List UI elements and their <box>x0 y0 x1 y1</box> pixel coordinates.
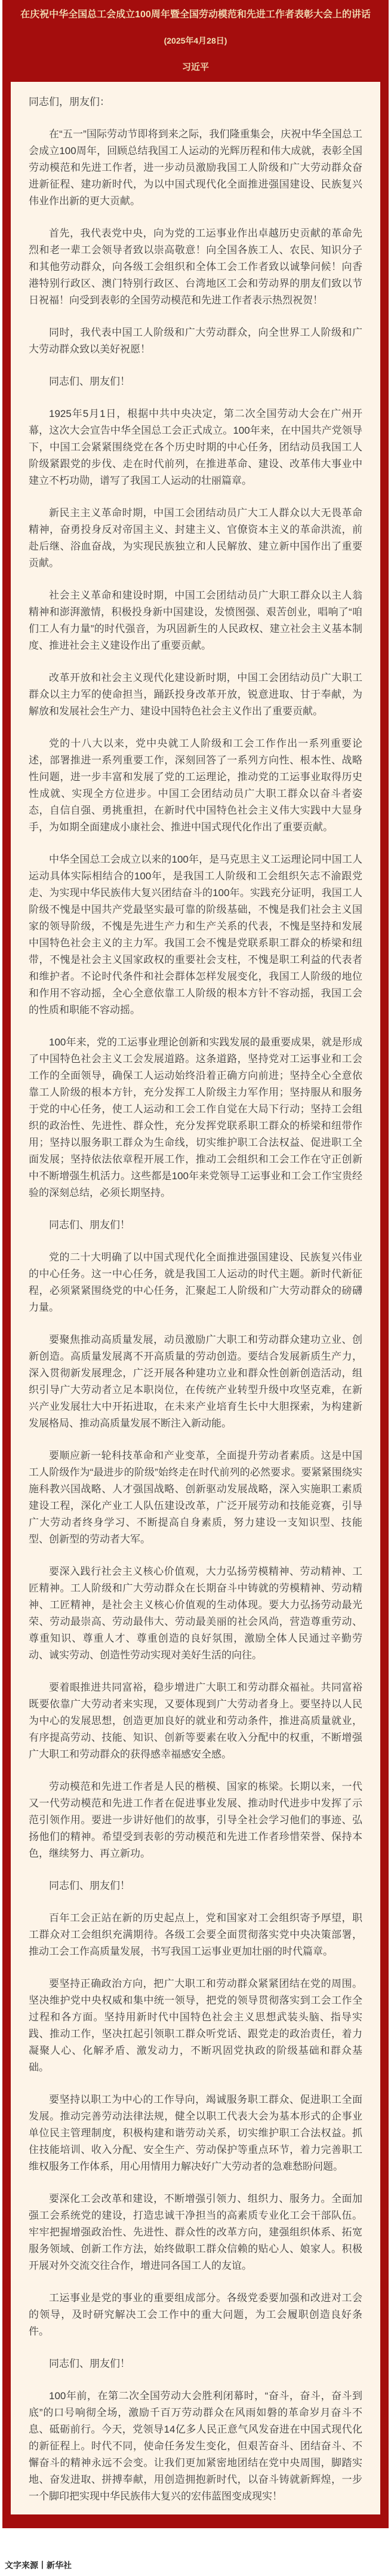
paragraph: 在“五一”国际劳动节即将到来之际，我们隆重集会，庆祝中华全国总工会成立100周年，回顾总结我国工人运动的光辉历程和伟大成就，表彰全国劳动模范和先进工作者，进一步动员激励我国工人阶级和广大劳动群众奋进新征程、建功新时代，为以中国式现代化全面推进强国建设、民族复兴伟业作出新的更大贡献。 <box>29 128 362 207</box>
paragraph: 要深化工会改革和建设，不断增强引领力、组织力、服务力。全面加强工会系统党的建设，打造忠诚干净担当的高素质专业化工会干部队伍。牢牢把握增强政治性、先进性、群众性的改革方向，建强组织体系、拓宽服务领域、创新工作方法，始终做职工群众信赖的贴心人、娘家人。积极开展对外交流交往合作，增进同各国工人的友谊。 <box>29 2193 362 2271</box>
article-card <box>2 0 389 2528</box>
paragraph: 1925年5月1日，根据中共中央决定，第二次全国劳动大会在广州开幕，这次大会宣告中华全国总工会正式成立。100年来，在中国共产党领导下，中国工会紧紧围绕党在各个历史时期的中心任务，团结动员我国工人阶级紧跟党的步伐、走在时代前列，在推进革命、建设、改革伟大事业中建立不朽功勋，谱写了我国工人运动的壮丽篇章。 <box>29 408 362 486</box>
paragraph: 同志们，朋友们： <box>29 96 110 108</box>
paragraph: 同志们、朋友们！ <box>49 1219 130 1231</box>
paragraph: 要深入践行社会主义核心价值观，大力弘扬劳模精神、劳动精神、工匠精神。工人阶级和广大劳动群众在长期奋斗中铸就的劳模精神、劳动精神、工匠精神，是社会主义核心价值观的生动体现。要大力弘扬劳动最光荣、劳动最崇高、劳动最伟大、劳动最美丽的社会风尚，营造尊重劳动、尊重知识、尊重人才、尊重创造的良好氛围，激励全体人民通过辛勤劳动、诚实劳动、创造性劳动实现对美好生活的向往。 <box>29 1566 362 1661</box>
paragraph: 要坚持以职工为中心的工作导向，竭诚服务职工群众、促进职工全面发展。推动完善劳动法律法规，健全以职工代表大会为基本形式的企事业单位民主管理制度，积极构建和谐劳动关系，切实维护职工合法权益。抓住技能培训、收入分配、安全生产、劳动保护等重点环节，着力完善职工维权服务工作体系，用心用情用力解决好广大劳动者的急难愁盼问题。 <box>29 2094 362 2172</box>
paragraph: 百年工会正站在新的历史起点上，党和国家对工会组织寄予厚望，职工群众对工会组织充满期待。各级工会要全面贯彻落实党中央决策部署，推动工会工作高质量发展，书写我国工运事业更加壮丽的时代篇章。 <box>29 1912 362 1957</box>
paragraph: 100年前，在第二次全国劳动大会胜利闭幕时，“奋斗，奋斗，奋斗到底”的口号响彻全场，激励千百万劳动群众在风雨如磐的革命岁月奋斗不息、砥砺前行。今天，党领导14亿多人民正意气风发奋进在中国式现代化的新征程上。时代不同，使命任务发生变化，但艰苦奋斗、团结奋斗、不懈奋斗的精神永远不会变。让我们更加紧密地团结在党中央周围，脚踏实地、奋发进取、拼搏奉献，用创造拥抱新时代，以奋斗铸就新辉煌，一步一个脚印把实现中华民族伟大复兴的宏伟蓝图变成现实！ <box>29 2390 362 2502</box>
paragraph: 改革开放和社会主义现代化建设新时期，中国工会团结动员广大职工群众以主力军的使命担当，踊跃投身改革开放，锐意进取、甘于奉献，为解放和发展社会生产力、建设中国特色社会主义作出了重要贡献。 <box>29 672 362 717</box>
paragraph: 要坚持正确政治方向，把广大职工和劳动群众紧紧团结在党的周围。坚决维护党中央权威和集中统一领导，把党的领导贯彻落实到工会工作全过程和各方面。坚持用新时代中国特色社会主义思想武装头脑、指导实践、推动工作，坚决扛起引领职工群众听党话、跟党走的政治责任，着力凝聚人心、化解矛盾、激发动力，不断巩固党执政的阶级基础和群众基础。 <box>29 1978 362 2073</box>
paragraph: 工运事业是党的事业的重要组成部分。各级党委要加强和改进对工会的领导，及时研究解决工会工作中的重大问题，为工会履职创造良好条件。 <box>29 2292 362 2337</box>
paragraph: 同志们、朋友们！ <box>49 2358 130 2369</box>
paragraph: 党的十八大以来，党中央就工人阶级和工会工作作出一系列重要论述，部署推进一系列重要工作，深刻回答了一系列方向性、根本性、战略性问题，进一步丰富和发展了党的工运理论，推动党的工运事业取得历史性成就、实现全方位进步。中国工会团结动员广大职工群众以奋斗者姿态，自信自强、勇挑重担，在新时代中国特色社会主义伟大实践中大显身手，为如期全面建成小康社会、推进中国式现代化作出了重要贡献。 <box>29 738 362 833</box>
paragraph: 要聚焦推动高质量发展，动员激励广大职工和劳动群众建功立业、创新创造。高质量发展离不开高质量的劳动创造。要结合发展新质生产力，深入贯彻新发展理念，广泛开展各种建功立业和群众性创新创造活动，组织引导广大劳动者立足本职岗位，在传统产业转型升级中攻坚克难，在新兴产业发展壮大中开拓进取，在未来产业培育生长中大胆探索，为构建新发展格局、推动高质量发展不断注入新动能。 <box>29 1334 362 1429</box>
paragraph: 首先，我代表党中央，向为党的工运事业作出卓越历史贡献的革命先烈和老一辈工会领导者致以崇高敬意！向全国各族工人、农民、知识分子和其他劳动群众，向各级工会组织和全体工会工作者致以诚挚问候！向香港特别行政区、澳门特别行政区、台湾地区工会和劳动界的朋友们致以节日祝福！向受到表彰的全国劳动模范和先进工作者表示热烈祝贺！ <box>29 228 362 306</box>
paragraph: 100年来，党的工运事业理论创新和实践发展的最重要成果，就是形成了中国特色社会主义工会发展道路。这条道路，坚持党对工运事业和工会工作的全面领导，确保工人运动始终沿着正确方向前进；坚持全心全意依靠工人阶级的根本方针，充分发挥工人阶级主力军作用；坚持服从和服务于党的中心任务，使工人运动和工会工作自觉在大局下行动；坚持工会组织的政治性、先进性、群众性，充分发挥党联系职工群众的桥梁和纽带作用；坚持以服务职工群众为生命线，切实维护职工合法权益、促进职工全面发展；坚持依法依章程开展工作，推动工会组织和工会工作在守正创新中不断增强生机活力。这些都是100年来党领导工运事业和工会工作宝贵经验的深刻总结，必须长期坚持。 <box>29 1036 362 1198</box>
paragraph: 同志们、朋友们！ <box>49 376 130 387</box>
paragraph: 社会主义革命和建设时期，中国工会团结动员广大职工群众以主人翁精神和澎湃激情，积极投身新中国建设，发愤图强、艰苦创业，唱响了“咱们工人有力量”的时代强音，为巩固新生的人民政权、建立社会主义基本制度、推进社会主义建设作出了重要贡献。 <box>29 590 362 651</box>
paragraph: 党的二十大明确了以中国式现代化全面推进强国建设、民族复兴伟业的中心任务。这一中心任务，就是我国工人运动的时代主题。新时代新征程，必须紧紧围绕党的中心任务，汇聚起工人阶级和广大劳动群众的磅礴力量。 <box>29 1252 362 1313</box>
article-header <box>11 0 380 82</box>
article-title: 在庆祝中华全国总工会成立100周年暨全国劳动模范和先进工作者表彰大会上的讲话 <box>20 10 371 20</box>
paragraph: 要着眼推进共同富裕，稳步增进广大职工和劳动群众福祉。共同富裕既要依靠广大劳动者来实现，又要体现到广大劳动者身上。要坚持以人民为中心的发展思想，创造更加良好的就业和劳动条件，推进高质量就业，有序提高劳动、技能、知识、创新等要素在收入分配中的权重，不断增强广大职工和劳动群众的获得感幸福感安全感。 <box>29 1682 362 1760</box>
paragraph: 劳动模范和先进工作者是人民的楷模、国家的栋梁。长期以来，一代又一代劳动模范和先进工作者在促进事业发展、推动时代进步中发挥了示范引领作用。要进一步讲好他们的故事，引导全社会学习他们的事迹、弘扬他们的精神。希望受到表彰的劳动模范和先进工作者珍惜荣誉、保持本色，继续努力、再立新功。 <box>29 1781 362 1859</box>
article-author: 习近平 <box>181 62 209 72</box>
paragraph: 同志们、朋友们！ <box>49 1880 130 1891</box>
article-content <box>11 82 380 2514</box>
source-credit: 文字来源丨新华社 <box>5 2560 72 2570</box>
paragraph: 中华全国总工会成立以来的100年，是马克思主义工运理论同中国工人运动具体实际相结合的100年，是我国工人阶级和工会组织矢志不渝跟党走、为实现中华民族伟大复兴团结奋斗的100年。实践充分证明，我国工人阶级不愧是中国共产党最坚实最可靠的阶级基础，不愧是我们社会主义国家的领导阶级，不愧是先进生产力和生产关系的代表，不愧是坚持和发展中国特色社会主义的主力军。我国工会不愧是党联系职工群众的桥梁和纽带，不愧是社会主义国家政权的重要社会支柱，不愧是职工利益的代表者和维护者。不论时代条件和社会群体怎样发展变化，我国工人阶级的地位和作用不容动摇，全心全意依靠工人阶级的根本方针不容动摇，我国工会的性质和职能不容动摇。 <box>29 854 362 1016</box>
article-body <box>29 94 362 2505</box>
paragraph: 新民主主义革命时期，中国工会团结动员广大工人群众以大无畏革命精神，奋勇投身反对帝国主义、封建主义、官僚资本主义的革命洪流，前赴后继、浴血奋战，为实现民族独立和人民解放、建立新中国作出了重要贡献。 <box>29 507 362 569</box>
paragraph: 要顺应新一轮科技革命和产业变革，全面提升劳动者素质。这是中国工人阶级作为“最进步的阶级”始终走在时代前列的必然要求。要紧紧围绕实施科教兴国战略、人才强国战略、创新驱动发展战略，深入实施职工素质建设工程，深化产业工人队伍建设改革，广泛开展劳动和技能竞赛，引导广大劳动者终身学习、不断提高自身素质，努力建设一支知识型、技能型、创新型的劳动者大军。 <box>29 1450 362 1545</box>
paragraph: 同时，我代表中国工人阶级和广大劳动群众，向全世界工人阶级和广大劳动群众致以美好祝愿！ <box>29 327 362 355</box>
article-date: (2025年4月28日) <box>164 36 227 45</box>
